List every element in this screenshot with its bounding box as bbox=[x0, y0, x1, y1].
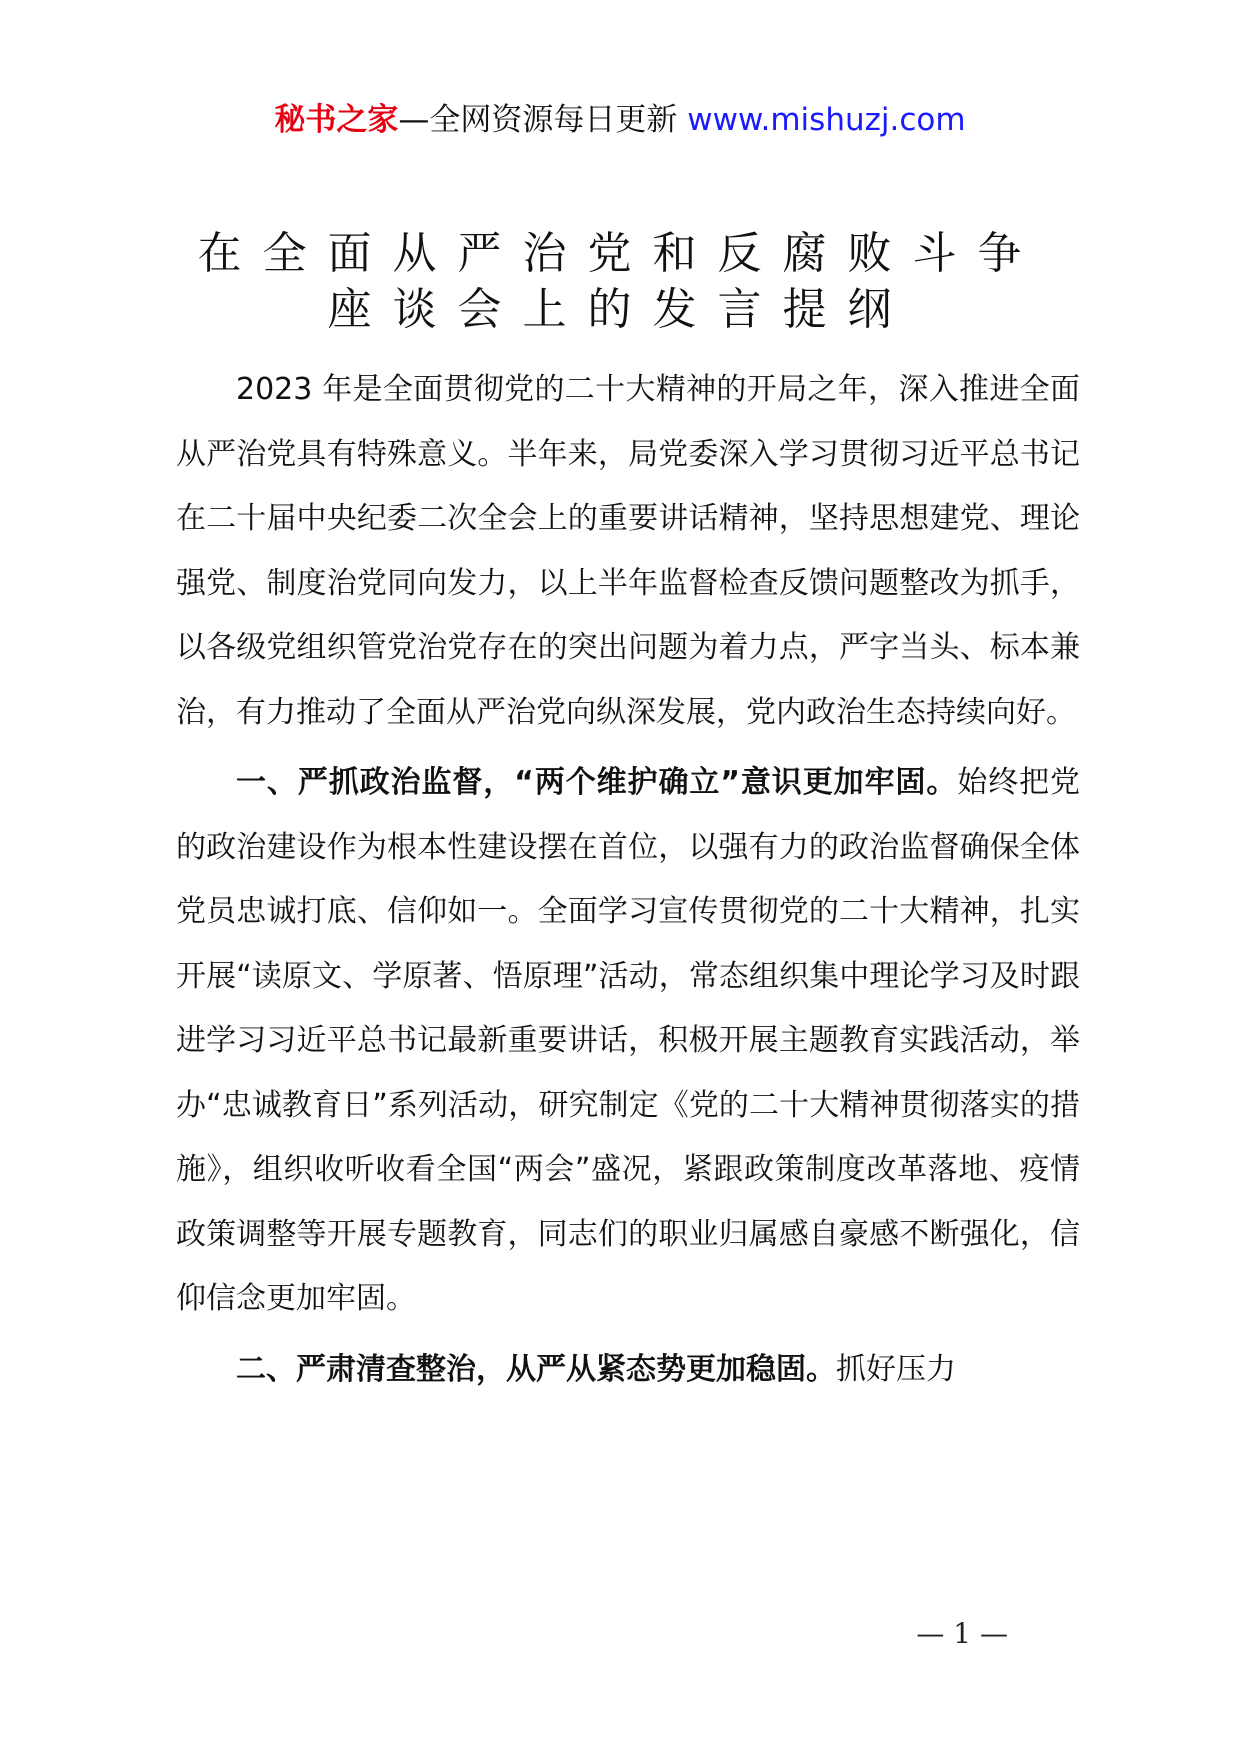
site-url-link[interactable]: www.mishuzj.com bbox=[687, 102, 966, 138]
document-body bbox=[176, 358, 1080, 1402]
page-number: — 1 — bbox=[916, 1617, 1008, 1650]
document-title-line-1: 在全面从严治党和反腐败斗争 bbox=[197, 228, 1043, 279]
intro-paragraph bbox=[176, 358, 1080, 745]
section-2-heading: 二、严肃清查整治，从严从紧态势更加稳固。 bbox=[236, 1351, 836, 1387]
section-1-paragraph bbox=[176, 751, 1080, 1332]
document-title-line-2: 座谈会上的发言提纲 bbox=[327, 284, 913, 335]
site-brand: 秘书之家 bbox=[274, 102, 399, 138]
site-banner bbox=[0, 98, 1240, 142]
intro-paragraph-text: 2023 年是全面贯彻党的二十大精神的开局之年，深入推进全面从严治党具有特殊意义。半年来，局党委深入学习贯彻习近平总书记在二十届中央纪委二次全会上的重要讲话精神，坚持思想建党、理论强党、制度治党同向发力，以上半年监督检查反馈问题整改为抓手，以各级党组织管党治党存在的突出问题为着力点，严字当头、标本兼治，有力推动了全面从严治党向纵深发展，党内政治生态持续向好。 bbox=[176, 372, 1080, 730]
document-title bbox=[150, 226, 1090, 338]
section-2-paragraph bbox=[176, 1338, 1080, 1403]
section-1-heading: 一、严抓政治监督，“两个维护确立”意识更加牢固。 bbox=[236, 765, 958, 800]
section-2-text: 抓好压力 bbox=[836, 1351, 956, 1387]
section-1-text: 始终把党的政治建设作为根本性建设摆在首位，以强有力的政治监督确保全体党员忠诚打底、信仰如一。全面学习宣传贯彻党的二十大精神，扎实开展“读原文、学原著、悟原理”活动，常态组织集中理论学习及时跟进学习习近平总书记最新重要讲话，积极开展主题教育实践活动，举办“忠诚教育日”系列活动，研究制定《党的二十大精神贯彻落实的措施》，组织收听收看全国“两会”盛况，紧跟政策制度改革落地、疫情政策调整等开展专题教育，同志们的职业归属感自豪感不断强化，信仰信念更加牢固。 bbox=[176, 765, 1081, 1316]
site-tagline: —全网资源每日更新 bbox=[398, 102, 678, 138]
